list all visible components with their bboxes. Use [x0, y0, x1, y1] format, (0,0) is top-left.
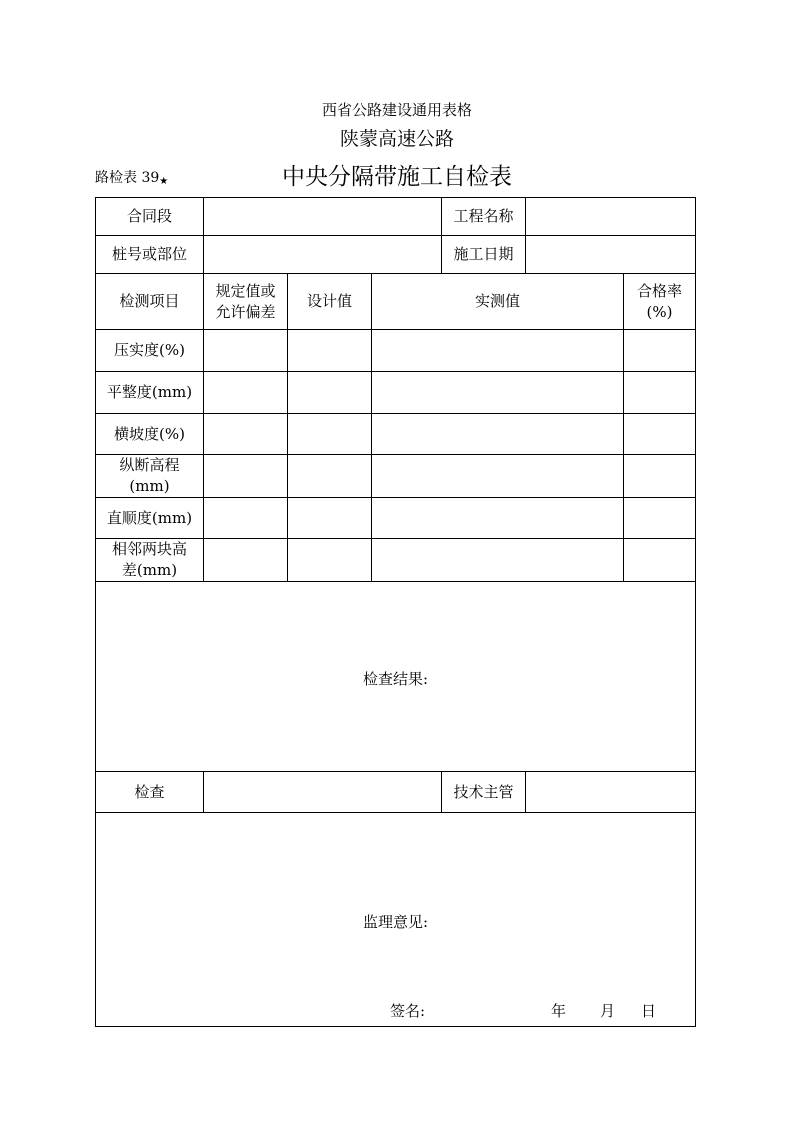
- design-cell[interactable]: [288, 539, 372, 582]
- design-cell[interactable]: [288, 372, 372, 414]
- column-header-row: [96, 274, 696, 330]
- form-code-text: 路检表 39: [95, 170, 160, 186]
- item-label: 压实度(%): [96, 330, 204, 372]
- table-row: [96, 539, 696, 582]
- contract-section-label: 合同段: [96, 198, 204, 236]
- project-name-label: 工程名称: [442, 198, 526, 236]
- inspection-form-table: [95, 197, 696, 1027]
- spec-cell[interactable]: [204, 372, 288, 414]
- design-cell[interactable]: [288, 498, 372, 539]
- pass-rate-cell[interactable]: [624, 330, 696, 372]
- inspector-field[interactable]: [204, 772, 442, 813]
- year-label: 年: [551, 1002, 567, 1020]
- spec-cell[interactable]: [204, 330, 288, 372]
- column-header-pass-rate-line1: 合格率: [637, 281, 683, 300]
- spec-cell[interactable]: [204, 455, 288, 498]
- station-label: 桩号或部位: [96, 236, 204, 274]
- result-label: 检查结果:: [362, 669, 429, 688]
- pass-rate-cell[interactable]: [624, 414, 696, 455]
- supervision-label: 监理意见:: [362, 912, 429, 931]
- pass-rate-cell[interactable]: [624, 539, 696, 582]
- column-header-measured: 实测值: [372, 274, 624, 330]
- item-label: 纵断高程 (mm): [96, 455, 204, 498]
- form-code: [95, 167, 168, 187]
- measured-cell[interactable]: [372, 330, 624, 372]
- measured-cell[interactable]: [372, 539, 624, 582]
- column-header-spec-line1: 规定值或: [215, 281, 276, 300]
- measured-cell[interactable]: [372, 414, 624, 455]
- table-row: [96, 330, 696, 372]
- pass-rate-cell[interactable]: [624, 498, 696, 539]
- column-header-item: 检测项目: [96, 274, 204, 330]
- inspector-label: 检查: [96, 772, 204, 813]
- supervisor-label: 技术主管: [442, 772, 526, 813]
- month-label: 月: [600, 1002, 616, 1020]
- supervision-area[interactable]: [96, 813, 696, 1027]
- signature-line: [96, 1002, 695, 1024]
- station-field[interactable]: [204, 236, 442, 274]
- day-label: 日: [641, 1002, 657, 1020]
- project-name-field[interactable]: [526, 198, 696, 236]
- pass-rate-cell[interactable]: [624, 455, 696, 498]
- column-header-spec-line2: 允许偏差: [215, 302, 276, 321]
- table-row: [96, 414, 696, 455]
- measured-cell[interactable]: [372, 498, 624, 539]
- supervision-row: [96, 813, 696, 1027]
- contract-section-field[interactable]: [204, 198, 442, 236]
- form-title: 中央分隔带施工自检表: [282, 164, 512, 190]
- table-row: [96, 498, 696, 539]
- info-row-2: [96, 236, 696, 274]
- measured-cell[interactable]: [372, 372, 624, 414]
- construction-date-label: 施工日期: [442, 236, 526, 274]
- design-cell[interactable]: [288, 414, 372, 455]
- spec-cell[interactable]: [204, 539, 288, 582]
- result-row: [96, 582, 696, 772]
- column-header-pass-rate: [624, 274, 696, 330]
- star-mark: ★: [159, 176, 169, 187]
- supervisor-field[interactable]: [526, 772, 696, 813]
- table-row: [96, 372, 696, 414]
- column-header-design: 设计值: [288, 274, 372, 330]
- measured-cell[interactable]: [372, 455, 624, 498]
- construction-date-field[interactable]: [526, 236, 696, 274]
- header-line1: 西省公路建设通用表格: [321, 101, 472, 119]
- signature-label: 签名:: [390, 1002, 426, 1020]
- column-header-spec: [204, 274, 288, 330]
- item-label: 直顺度(mm): [96, 498, 204, 539]
- pass-rate-cell[interactable]: [624, 372, 696, 414]
- item-label: 横坡度(%): [96, 414, 204, 455]
- info-row-1: [96, 198, 696, 236]
- spec-cell[interactable]: [204, 498, 288, 539]
- table-row: [96, 455, 696, 498]
- check-row: [96, 772, 696, 813]
- item-label: 相邻两块高 差(mm): [96, 539, 204, 582]
- design-cell[interactable]: [288, 330, 372, 372]
- item-label: 平整度(mm): [96, 372, 204, 414]
- header-highway-name: 陕蒙高速公路: [340, 128, 455, 150]
- spec-cell[interactable]: [204, 414, 288, 455]
- result-area[interactable]: [96, 582, 696, 772]
- column-header-pass-rate-line2: (%): [646, 302, 673, 321]
- design-cell[interactable]: [288, 455, 372, 498]
